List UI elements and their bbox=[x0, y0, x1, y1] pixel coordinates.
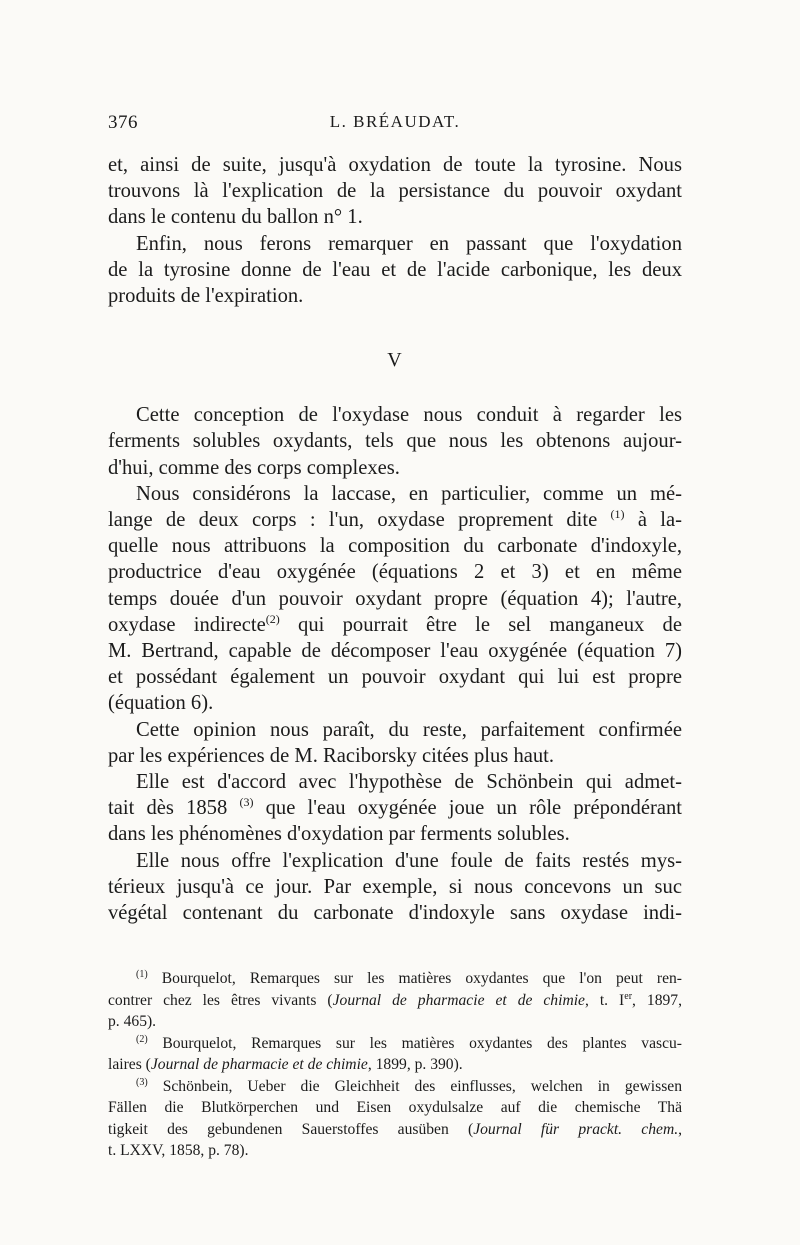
footnote-marker: (2) bbox=[136, 1033, 148, 1045]
text-fragment: qui pourrait être le sel manganeux de bbox=[298, 613, 682, 636]
journal-title: Journal de pharmacie et de chimie bbox=[150, 1056, 368, 1073]
text-fragment: , 1899, p. 390). bbox=[367, 1056, 463, 1073]
paragraph-7 bbox=[108, 848, 682, 927]
text-fragment: lange de deux corps : l'un, oxydase proprement dite bbox=[108, 509, 598, 532]
text-line: térieux jusqu'à ce jour. Par exemple, si nous concevons un suc bbox=[108, 875, 682, 898]
text-line: p. 465). bbox=[108, 1013, 157, 1030]
paragraph-3 bbox=[108, 402, 682, 481]
text-fragment: tigkeit des gebundenen Sauerstoffes ausüben ( bbox=[108, 1120, 474, 1138]
text-fragment: à la- bbox=[637, 509, 682, 532]
text-line bbox=[108, 1076, 682, 1098]
text-line bbox=[108, 968, 682, 990]
text-line: Cette opinion nous paraît, du reste, parfaitement confirmée bbox=[136, 718, 682, 741]
text-line bbox=[108, 1033, 682, 1055]
text-line: végétal contenant du carbonate d'indoxyle sans oxydase indi- bbox=[108, 902, 682, 925]
text-line bbox=[108, 990, 682, 1012]
footnote-ref-1[interactable]: (1) bbox=[610, 507, 625, 522]
paragraph-4 bbox=[108, 481, 682, 717]
text-line bbox=[108, 1119, 682, 1141]
text-line: dans le contenu du ballon n° 1. bbox=[108, 206, 363, 229]
footnote-1 bbox=[108, 968, 682, 1033]
footnote-2 bbox=[108, 1033, 682, 1076]
running-title: L. BRÉAUDAT. bbox=[329, 112, 461, 131]
text-line bbox=[108, 612, 682, 638]
text-fragment: contrer chez les êtres vivants ( bbox=[108, 991, 333, 1009]
text-line: et possédant également un pouvoir oxydant qui lui est propre bbox=[108, 666, 682, 689]
text-line: Nous considérons la laccase, en particulier, comme un mé- bbox=[136, 482, 682, 505]
text-line: trouvons là l'explication de la persistance du pouvoir oxydant bbox=[108, 180, 682, 203]
paragraph-6 bbox=[108, 769, 682, 848]
text-fragment: er bbox=[624, 990, 633, 1002]
text-line bbox=[108, 795, 682, 821]
page-header bbox=[108, 112, 682, 142]
text-line: productrice d'eau oxygénée (équations 2 et 3) et en même bbox=[108, 561, 682, 584]
footnote-3 bbox=[108, 1076, 682, 1162]
journal-title: Journal für prackt. chem. bbox=[473, 1120, 679, 1138]
text-fragment: tait dès 1858 bbox=[108, 797, 228, 820]
footnote-ref-3[interactable]: (3) bbox=[239, 795, 254, 810]
text-fragment: que l'eau oxygénée joue un rôle prépondérant bbox=[265, 797, 682, 820]
text-line: Elle est d'accord avec l'hypothèse de Schönbein qui admet- bbox=[136, 771, 682, 794]
journal-title: Journal de pharmacie et de chimie bbox=[332, 991, 585, 1009]
text-line: (équation 6). bbox=[108, 692, 214, 715]
text-line bbox=[108, 507, 682, 533]
text-fragment: laires ( bbox=[108, 1056, 151, 1073]
text-line: ferments solubles oxydants, tels que nous les obtenons aujour- bbox=[108, 430, 682, 453]
page-number: 376 bbox=[108, 112, 138, 133]
footnote-marker: (3) bbox=[136, 1076, 148, 1088]
text-fragment: , t. I bbox=[584, 991, 625, 1009]
text-line: Elle nous offre l'explication d'une foule de faits restés mys- bbox=[136, 849, 682, 872]
paragraph-1 bbox=[108, 152, 682, 231]
text-fragment: Schönbein, Ueber die Gleichheit des einflusses, welchen in gewissen bbox=[162, 1077, 682, 1095]
text-line: temps douée d'un pouvoir oxydant propre (équation 4); l'autre, bbox=[108, 587, 682, 610]
text-line bbox=[108, 1054, 682, 1076]
text-line: d'hui, comme des corps complexes. bbox=[108, 456, 400, 479]
text-line: Cette conception de l'oxydase nous conduit à regarder les bbox=[136, 404, 682, 427]
text-line: Enfin, nous ferons remarquer en passant que l'oxydation bbox=[136, 232, 682, 255]
text-fragment: , 1897, bbox=[632, 991, 682, 1009]
text-line: de la tyrosine donne de l'eau et de l'acide carbonique, les deux bbox=[108, 258, 682, 281]
body-text bbox=[108, 152, 682, 926]
text-line: M. Bertrand, capable de décomposer l'eau oxygénée (équation 7) bbox=[108, 640, 682, 663]
footnotes bbox=[108, 968, 682, 1162]
text-line: dans les phénomènes d'oxydation par ferments solubles. bbox=[108, 823, 570, 846]
text-line: et, ainsi de suite, jusqu'à oxydation de toute la tyrosine. Nous bbox=[108, 154, 682, 176]
text-fragment: Bourquelot, Remarques sur les matières oxydantes des plantes vascu- bbox=[162, 1034, 682, 1052]
text-line: t. LXXV, 1858, p. 78). bbox=[108, 1142, 249, 1159]
paragraph-5 bbox=[108, 717, 682, 769]
text-line: Fällen die Blutkörperchen und Eisen oxydulsalze auf die chemische Thä bbox=[108, 1099, 682, 1116]
text-line: produits de l'expiration. bbox=[108, 285, 304, 308]
text-fragment: , bbox=[678, 1120, 683, 1138]
text-fragment: Bourquelot, Remarques sur les matières oxydantes que l'on peut ren- bbox=[161, 970, 682, 987]
paragraph-2 bbox=[108, 231, 682, 310]
text-line: quelle nous attribuons la composition du carbonate d'indoxyle, bbox=[108, 535, 682, 558]
section-heading: V bbox=[387, 349, 403, 372]
text-fragment: oxydase indirecte bbox=[108, 613, 266, 636]
footnote-ref-2[interactable]: (2) bbox=[265, 611, 280, 626]
footnote-marker: (1) bbox=[136, 969, 148, 980]
text-line: par les expériences de M. Raciborsky citées plus haut. bbox=[108, 744, 555, 767]
